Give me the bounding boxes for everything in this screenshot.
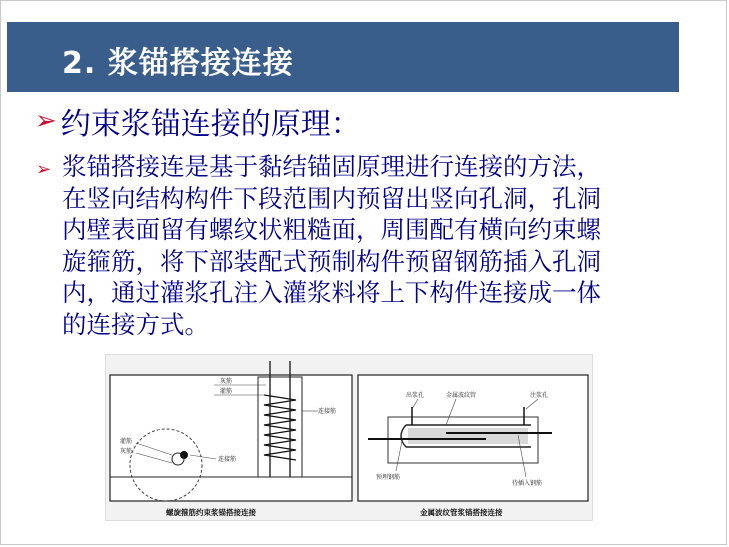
figure-drawing <box>106 355 594 522</box>
connection-figure <box>105 354 593 521</box>
arrow-bullet-icon: ➢ <box>35 106 57 136</box>
slide-title: 2. 浆锚搭接连接 <box>62 46 294 81</box>
label-outlet: 出浆孔 <box>406 392 425 399</box>
right-caption: 金属波纹管浆锚搭接连接 <box>420 508 503 517</box>
label-left1: 灌筋 <box>120 438 133 445</box>
paragraph-line: 在竖向结构构件下段范围内预留出竖向孔洞，孔洞 <box>62 183 601 213</box>
left-caption: 螺旋箍筋约束浆锚搭接连接 <box>166 508 256 517</box>
title-bar <box>7 22 679 92</box>
arrow-bullet-icon: ➢ <box>36 159 52 180</box>
label-duct: 金属波纹管 <box>446 392 477 399</box>
label-left2: 灰筋 <box>120 448 133 455</box>
paragraph-line: 旋箍筋，将下部装配式预制构件预留钢筋插入孔洞 <box>62 246 601 276</box>
section-heading <box>35 98 361 144</box>
label-side: 连接筋 <box>318 408 337 415</box>
grout-fill <box>408 428 528 444</box>
label-embedded: 预埋钢筋 <box>376 474 401 481</box>
label-bottom: 连接筋 <box>218 456 237 463</box>
paragraph-line: 内壁表面留有螺纹状粗糙面，周围配有横向约束螺 <box>62 215 601 244</box>
label-insert: 待插入钢筋 <box>512 480 543 487</box>
label-top2: 灌筋 <box>220 388 233 395</box>
spiral-stirrup-panel <box>110 361 352 517</box>
heading-text: 约束浆锚连接的原理： <box>60 107 361 142</box>
description-paragraph <box>62 151 692 340</box>
corrugated-duct-panel <box>358 375 588 517</box>
paragraph-line: 内，通过灌浆孔注入灌浆料将上下构件连接成一体 <box>62 278 601 307</box>
label-inlet: 注浆孔 <box>530 392 549 399</box>
label-top1: 灰筋 <box>220 378 233 385</box>
paragraph-line: 浆锚搭接连是基于黏结锚固原理进行连接的方法， <box>62 152 601 181</box>
paragraph-line: 的连接方式。 <box>62 309 209 339</box>
